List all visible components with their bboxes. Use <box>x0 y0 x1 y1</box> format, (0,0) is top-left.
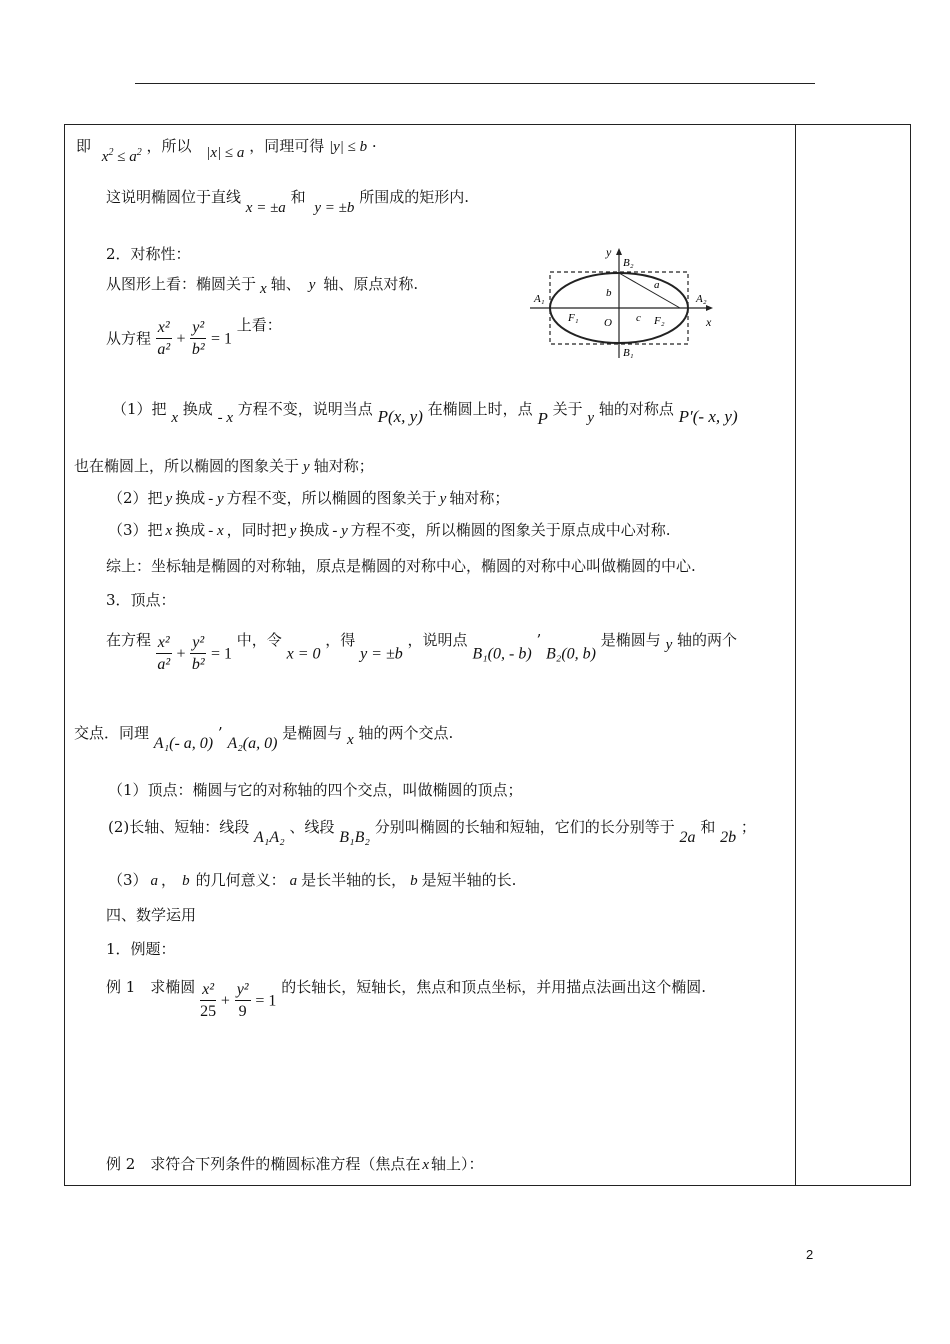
section-3-heading: 3．顶点： <box>106 591 176 609</box>
symmetry-point-3: （3）把 x 换成 - x ，同时把 y 换成 - y 方程不变，所以椭圆的图象关于原点成中心对称. <box>108 521 671 539</box>
axis-definition: (2)长轴、短轴：线段 A₁A₂ 、线段 B₁B₂ 分别叫椭圆的长轴和短轴，它们的长分别等于 2a 和 2b ； <box>108 818 756 846</box>
text-line-3: 从图形上看：椭圆关于 x 轴、 y 轴、原点对称. <box>106 275 419 297</box>
example-2: 例 2 求符合下列条件的椭圆标准方程（焦点在 x 轴上）： <box>106 1155 484 1173</box>
label-b: b <box>606 287 612 299</box>
label-x: x <box>706 315 712 329</box>
label-B1: B₁ <box>623 347 634 359</box>
symmetry-point-2: （2）把 y 换成 - y 方程不变，所以椭圆的图象关于 y 轴对称； <box>108 489 510 507</box>
page-number: 2 <box>806 1247 814 1262</box>
symmetry-point-1: （1）把 x 换成 - x 方程不变，说明当点 P(x, y) 在椭圆上时，点 P 关于 y 轴的对称点 P′(- x, y) <box>112 400 738 428</box>
vertices-line-2: 交点．同理 A₁(- a, 0) ’ A₂(a, 0) 是椭圆与 x 轴的两个交点. <box>74 724 454 752</box>
text-line-1: 即 $x^2 \le a^2$ ，所以 |x| ≤ a ，同理可得 |y| ≤ b · <box>76 137 377 165</box>
examples-heading: 1．例题： <box>106 940 176 958</box>
y-axis-arrow <box>616 248 622 255</box>
ellipse-figure <box>528 246 728 364</box>
label-y: y <box>606 246 612 259</box>
symmetry-summary: 综上：坐标轴是椭圆的对称轴，原点是椭圆的对称中心，椭圆的对称中心叫做椭圆的中心. <box>106 557 696 575</box>
segment-a <box>619 273 680 308</box>
text-line-4: 从方程 $\frac{\text{x²}}{\text{a²}}$ + $\frac{\text{y²}}{\text{b²}}$ = 1 上看： <box>106 315 282 358</box>
label-F1: F₁ <box>568 312 579 324</box>
label-F2: F₂ <box>654 315 665 327</box>
vertices-line-1: 在方程 $\frac{\text{x²}}{\text{a²}}$ + $\frac{\text{y²}}{\text{b²}}$ = 1 中，令 x = 0 ，得 y = ±b ，说明点 B₁(0, - b) ’ B₂(0, b) 是椭圆与 y 轴的两个 <box>106 630 738 673</box>
label-c: c <box>636 312 641 324</box>
ab-meaning: （3） a ， b 的几何意义： a 是长半轴的长， b 是短半轴的长. <box>108 871 517 889</box>
label-O: O <box>604 317 612 329</box>
symmetry-point-1-cont: 也在椭圆上，所以椭圆的图象关于 y 轴对称； <box>74 457 374 475</box>
section-2-heading: 2．对称性： <box>106 245 191 263</box>
header-rule <box>135 83 815 84</box>
table-column-divider <box>795 124 796 1186</box>
text-line-2: 这说明椭圆位于直线 x = ±a 和 y = ±b 所围成的矩形内. <box>106 188 469 216</box>
label-A2: A₂ <box>696 293 707 305</box>
vertex-definition: （1）顶点：椭圆与它的对称轴的四个交点，叫做椭圆的顶点； <box>108 781 523 799</box>
section-4-heading: 四、数学运用 <box>106 906 197 924</box>
x-axis-arrow <box>706 305 713 311</box>
label-A1: A₁ <box>534 293 545 305</box>
label-B2: B₂ <box>623 257 634 269</box>
example-1: 例 1 求椭圆 $\frac{\text{x²}}{25}$ + $\frac{\text{y²}}{9}$ = 1 的长轴长，短轴长，焦点和顶点坐标，并用描点法画出这个椭圆. <box>106 977 706 1020</box>
label-a: a <box>654 279 660 291</box>
